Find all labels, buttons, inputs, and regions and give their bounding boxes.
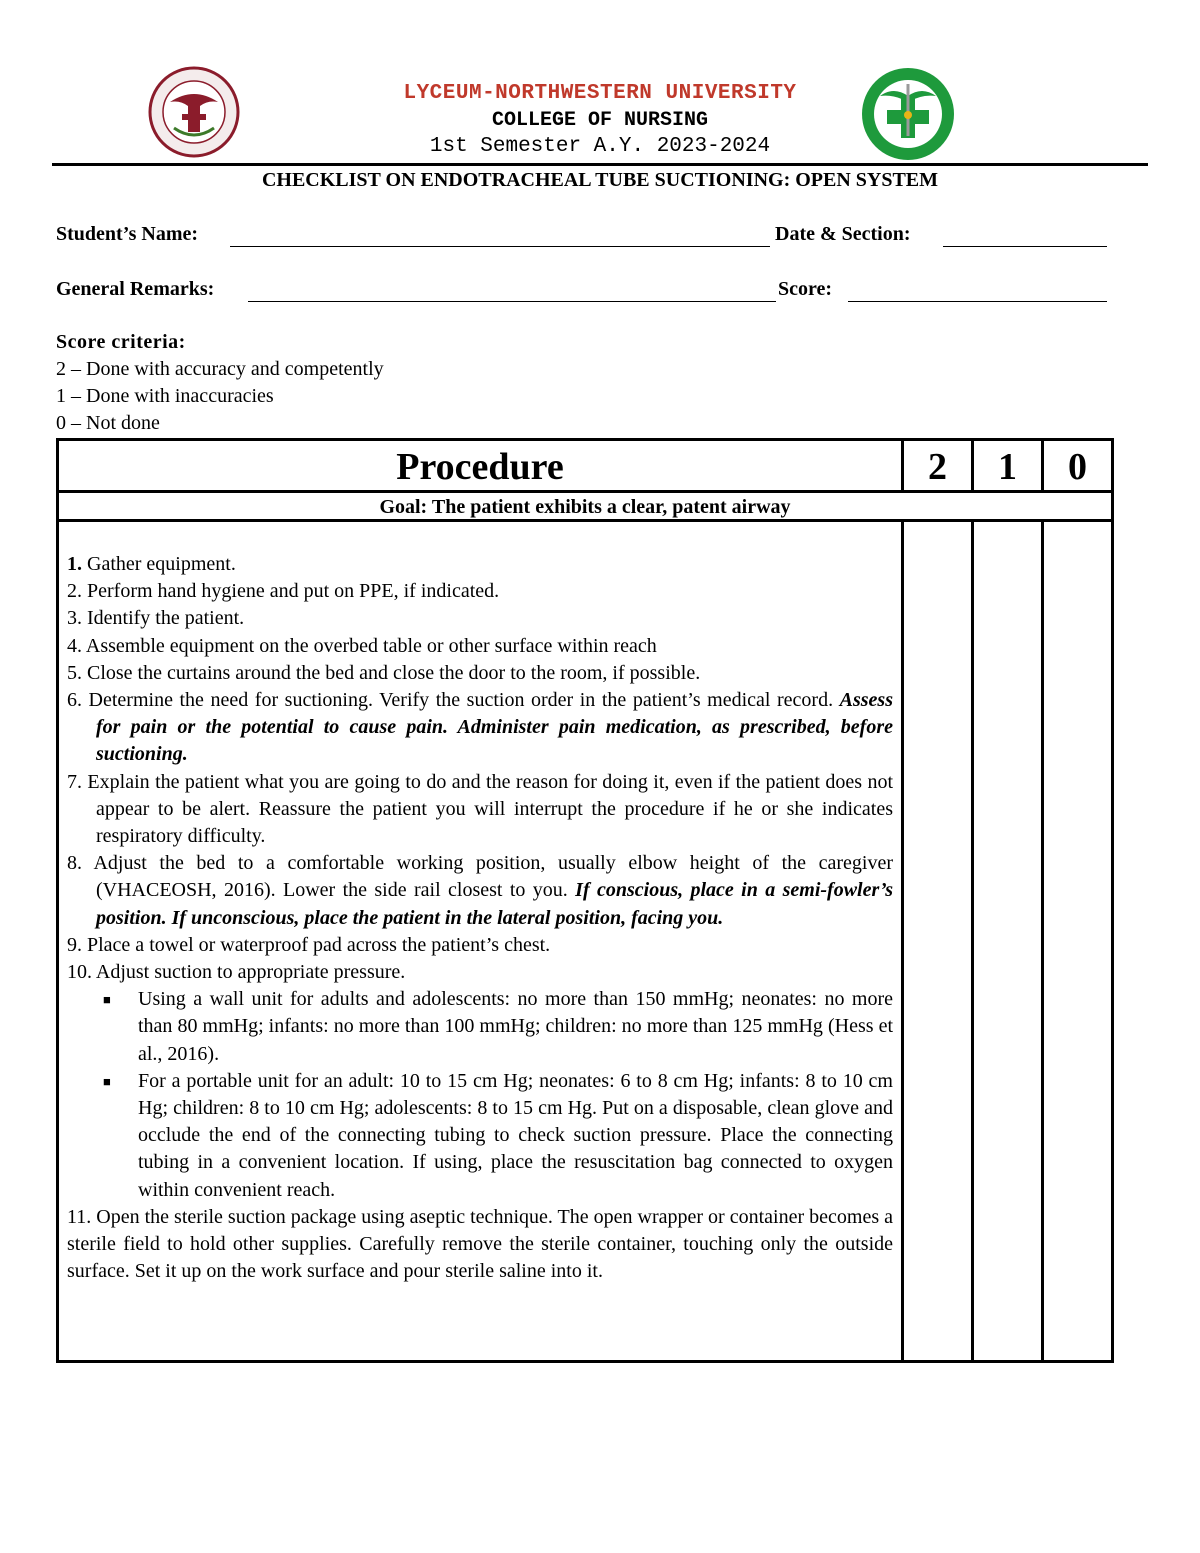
step-7: 7. Explain the patient what you are going to do and the reason for doing it, even if the patient does not appear to be alert. Reassure the patient you will interrupt the procedure if he or she indicates respiratory difficulty. — [67, 770, 893, 848]
step-6 — [67, 687, 893, 769]
score-field[interactable] — [848, 301, 1107, 302]
score-1-cell[interactable] — [974, 522, 1041, 1360]
bullet-text: Using a wall unit for adults and adolescents: no more than 150 mmHg; neonates: no more than 80 mmHg; infants: no more than 100 mmHg; children: no more than 125 mmHg (Hess et al., 2016). — [138, 988, 893, 1065]
header-divider — [52, 163, 1148, 166]
score-2-cell[interactable] — [904, 522, 971, 1360]
step-11: 11. Open the sterile suction package using aseptic technique. The open wrapper or container becomes a sterile field to hold other supplies. Carefully remove the sterile container, touching only the outside surface. Set it up on the work surface and pour sterile saline into it. — [67, 1205, 893, 1283]
score-1-header: 1 — [998, 446, 1017, 488]
step-9: 9. Place a towel or waterproof pad across the patient’s chest. — [67, 933, 551, 956]
step-10-bullet-wall-unit — [103, 986, 893, 1068]
date-section-label: Date & Section: — [775, 223, 911, 245]
step-5: 5. Close the curtains around the bed and close the door to the room, if possible. — [67, 661, 701, 684]
general-remarks-field[interactable] — [248, 301, 776, 302]
bullet-icon: ■ — [103, 1073, 111, 1089]
step-10: 10. Adjust suction to appropriate pressure. — [67, 961, 406, 984]
step-8-text: 8. Adjust the bed to a comfortable working position, usually elbow height of the caregiver (VHACEOSH, 2016). Lower the side rail closest to you. — [67, 852, 893, 902]
university-name: LYCEUM-NORTHWESTERN UNIVERSITY — [403, 82, 797, 105]
student-name-label: Student’s Name: — [56, 223, 199, 245]
general-remarks-label: General Remarks: — [56, 278, 215, 300]
score-0-cell[interactable] — [1044, 522, 1111, 1360]
bullet-text: For a portable unit for an adult: 10 to 15 cm Hg; neonates: 6 to 8 cm Hg; infants: 8 to 10 cm Hg; children: 8 to 10 cm Hg; adolescents: 8 to 15 cm Hg. Put on a disposable, clean glove and occlude the end of the connecting tubing to check suction pressure. Place the connecting tubing in a convenient location. If using, place the resuscitation bag connected to oxygen within convenient reach. — [138, 1069, 893, 1201]
procedure-header: Procedure — [396, 446, 564, 488]
date-section-field[interactable] — [943, 246, 1107, 247]
criteria-item: 0 – Not done — [56, 412, 160, 434]
criteria-item: 2 – Done with accuracy and competently — [56, 358, 384, 380]
document-title: CHECKLIST ON ENDOTRACHEAL TUBE SUCTIONING: OPEN SYSTEM — [261, 169, 939, 191]
step-3: 3. Identify the patient. — [67, 607, 245, 630]
step-10-bullet-portable-unit — [103, 1068, 893, 1204]
step-8-emphasis: If conscious, place in a semi-fowler’s position. If unconscious, place the patient in the lateral position, facing you. — [96, 879, 893, 929]
criteria-item: 1 – Done with inaccuracies — [56, 385, 274, 407]
step-4: 4. Assemble equipment on the overbed table or other surface within reach — [67, 634, 657, 657]
goal-row: Goal: The patient exhibits a clear, patent airway — [379, 496, 791, 518]
step-6-text: 6. Determine the need for suctioning. Verify the suction order in the patient’s medical record. — [67, 689, 840, 712]
student-name-field[interactable] — [230, 246, 770, 247]
score-criteria-title: Score criteria: — [56, 331, 186, 353]
step-6-emphasis: Assess for pain or the potential to cause pain. Administer pain medication, as prescribed, before suctioning. — [96, 689, 893, 766]
procedure-steps — [67, 551, 893, 1285]
step-2: 2. Perform hand hygiene and put on PPE, if indicated. — [67, 580, 500, 603]
step-1-number: 1. — [67, 553, 82, 575]
step-8 — [67, 850, 893, 932]
semester-label: 1st Semester A.Y. 2023-2024 — [429, 135, 771, 158]
header-row-divider — [56, 490, 1114, 493]
score-2-header: 2 — [928, 446, 947, 488]
step-1 — [67, 551, 893, 578]
step-1-text: Gather equipment. — [82, 553, 236, 575]
score-0-header: 0 — [1068, 446, 1087, 488]
score-label: Score: — [778, 278, 833, 300]
bullet-icon: ■ — [103, 992, 111, 1008]
college-name: COLLEGE OF NURSING — [491, 109, 709, 132]
